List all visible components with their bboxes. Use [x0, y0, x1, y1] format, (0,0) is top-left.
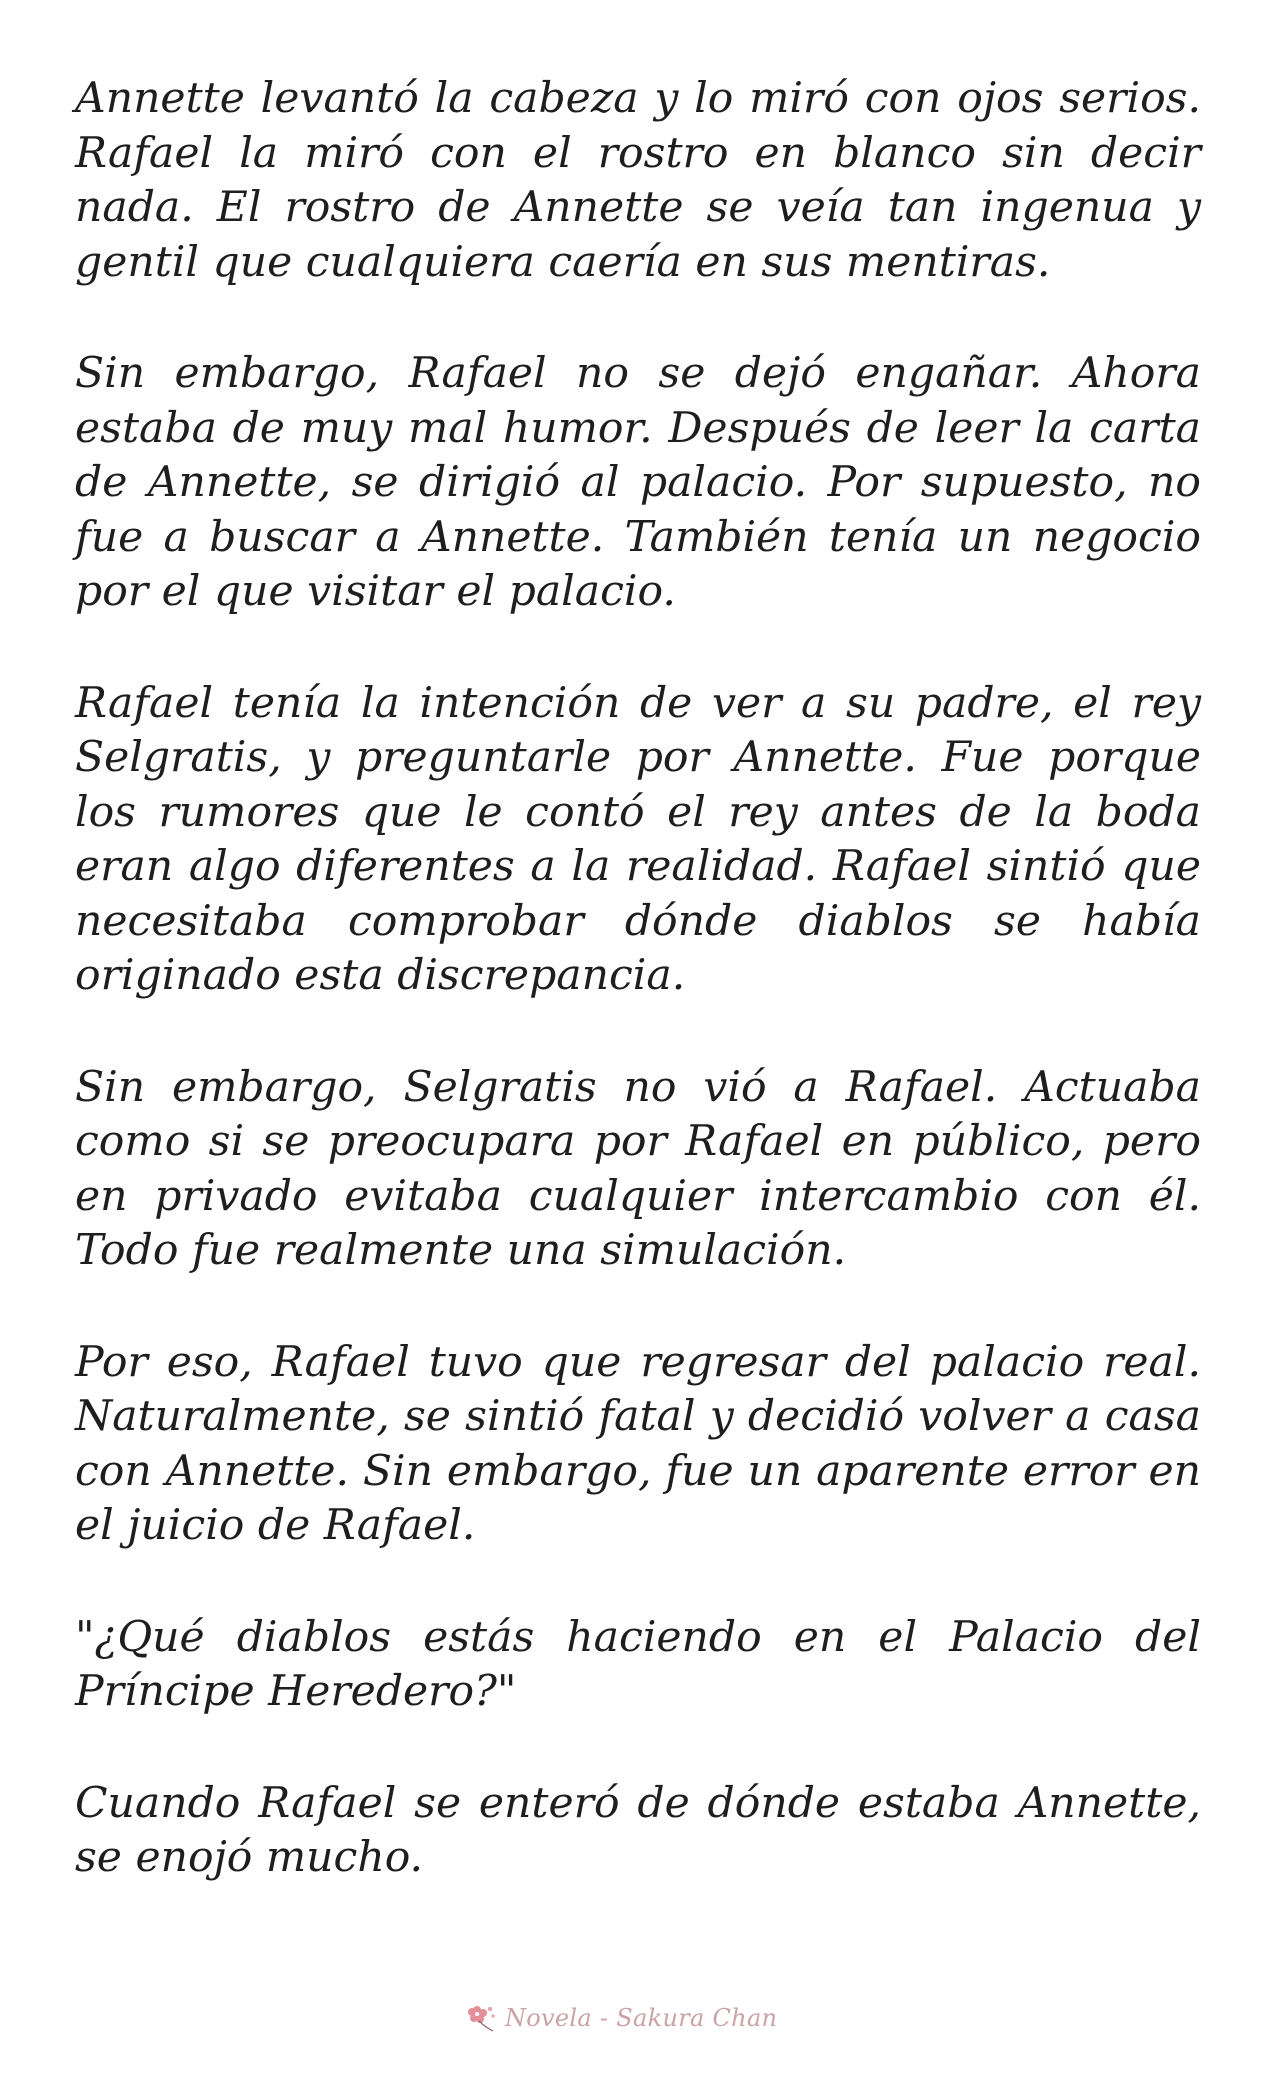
- paragraph: Rafael tenía la intención de ver a su padre, el rey Selgratis, y preguntarle por Annette. Fue porque los rumores que le contó el rey antes de la boda eran algo diferentes a la realidad. Rafael sintió que necesitaba comprobar dónde diablos se había originado esta discrepancia.: [75, 678, 1201, 1000]
- paragraph: Por eso, Rafael tuvo que regresar del palacio real. Naturalmente, se sintió fatal y decidió volver a casa con Annette. Sin embargo, fue un aparente error en el juicio de Rafael.: [75, 1337, 1201, 1550]
- paragraph: Sin embargo, Selgratis no vió a Rafael. Actuaba como si se preocupara por Rafael en público, pero en privado evitaba cualquier intercambio con él. Todo fue realmente una simulación.: [75, 1062, 1201, 1275]
- watermark-text: Novela - Sakura Chan: [505, 2004, 778, 2032]
- watermark: [465, 1998, 825, 2038]
- chapter-text: [75, 72, 1201, 1886]
- paragraph: Sin embargo, Rafael no se dejó engañar. Ahora estaba de muy mal humor. Después de leer la carta de Annette, se dirigió al palacio. Por supuesto, no fue a buscar a Annette. También tenía un negocio por el que visitar el palacio.: [75, 349, 1201, 616]
- dialogue-paragraph: "¿Qué diablos estás haciendo en el Palacio del Príncipe Heredero?": [75, 1612, 1201, 1716]
- paragraph: Cuando Rafael se enteró de dónde estaba Annette, se enojó mucho.: [75, 1778, 1201, 1882]
- sakura-flower-icon: [465, 2001, 499, 2035]
- paragraph: Annette levantó la cabeza y lo miró con ojos serios. Rafael la miró con el rostro en blanco sin decir nada. El rostro de Annette se veía tan ingenua y gentil que cualquiera caería en sus mentiras.: [75, 74, 1201, 287]
